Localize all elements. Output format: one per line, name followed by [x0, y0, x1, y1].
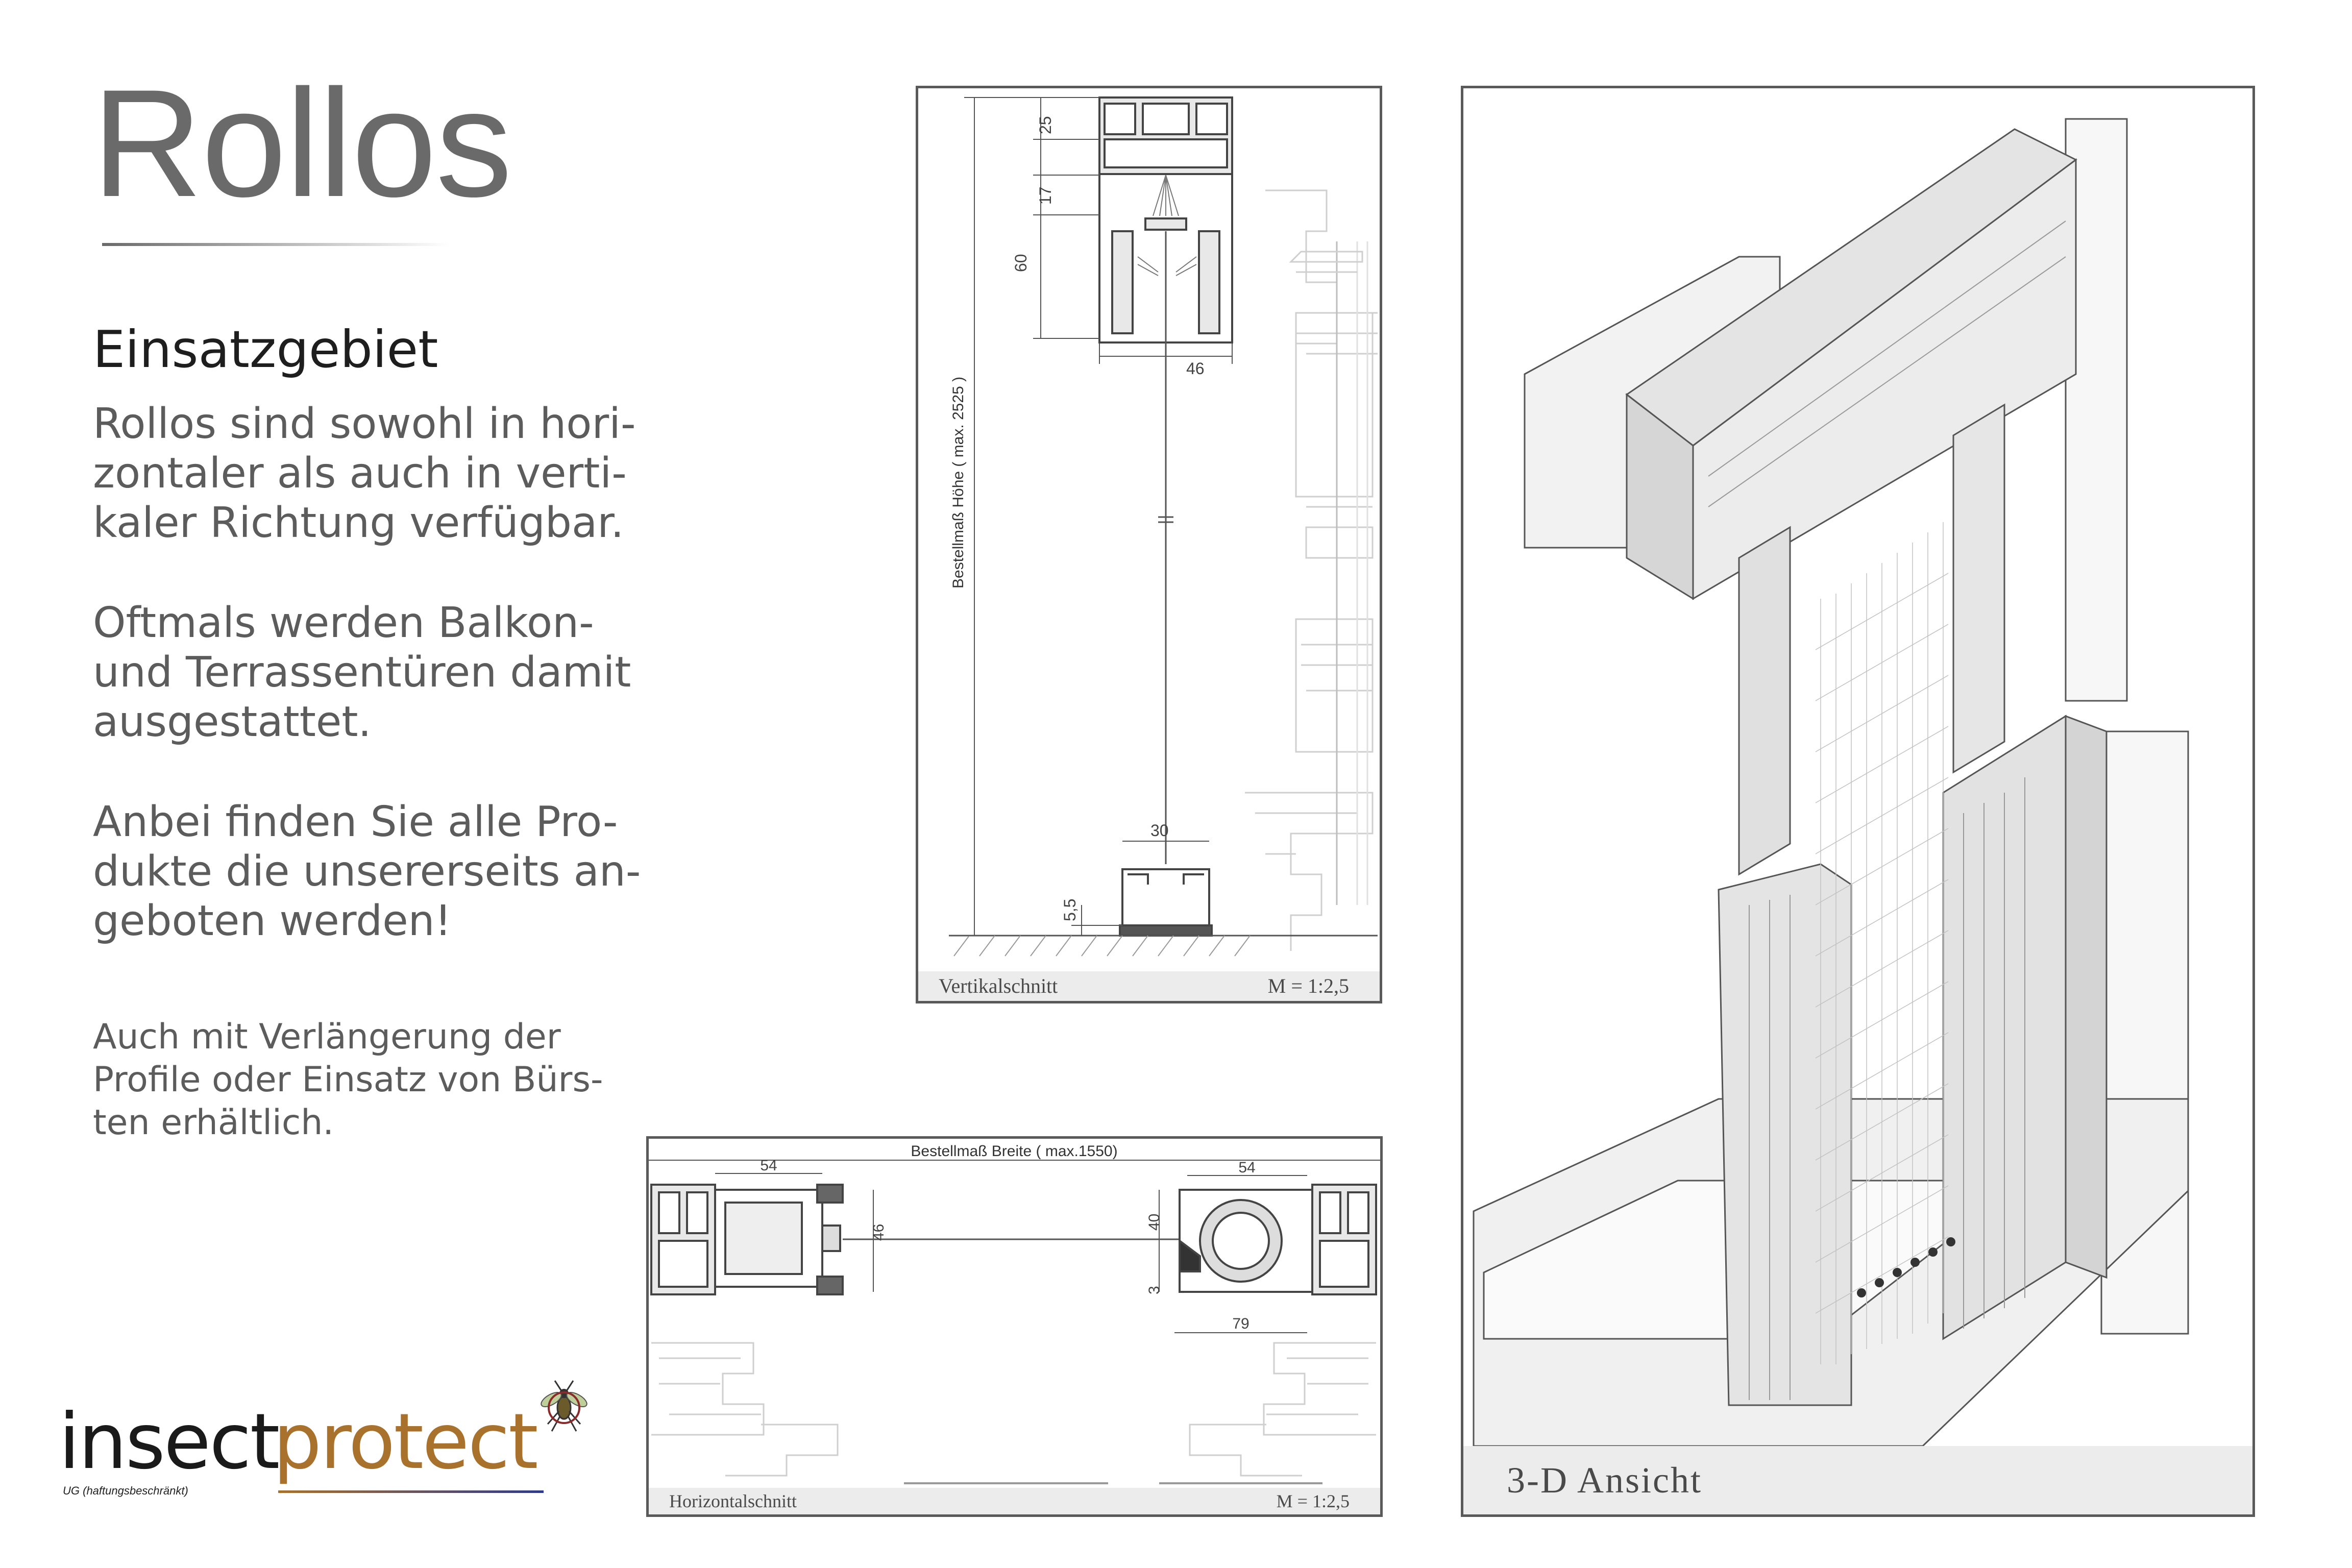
horizontal-section-scale: M = 1:2,5 — [1276, 1491, 1350, 1511]
dim-40: 40 — [1146, 1213, 1163, 1231]
dim-17: 17 — [1036, 186, 1055, 205]
dim-46: 46 — [1186, 359, 1205, 378]
3d-view-drawing — [1463, 88, 2252, 1446]
vertical-section-caption: Vertikalschnitt — [939, 974, 1058, 997]
vertical-section-scale: M = 1:2,5 — [1267, 974, 1349, 997]
dim-30: 30 — [1150, 821, 1169, 840]
dim-54-right: 54 — [1238, 1159, 1256, 1176]
paragraph-availability: Rollos sind sowohl in hori- zontaler als auch in verti- kaler Richtung verfügbar. — [93, 400, 636, 547]
logo-word-protect: protect — [273, 1398, 537, 1486]
dim-79: 79 — [1232, 1315, 1250, 1332]
page-title: Rollos — [92, 57, 511, 229]
paragraph-extensions: Auch mit Verlängerung der Profile oder Einsatz von Bürs- ten erhältlich. — [93, 1017, 603, 1143]
width-dimension-label: Bestellmaß Breite ( max.1550) — [911, 1143, 1118, 1160]
dim-46: 46 — [870, 1223, 887, 1241]
section-heading: Einsatzgebiet — [93, 320, 438, 379]
dim-3: 3 — [1146, 1286, 1163, 1294]
horizontal-section-caption-bar — [649, 1488, 1380, 1514]
horizontal-section-panel — [646, 1136, 1383, 1517]
title-underline — [102, 243, 449, 246]
horizontal-section-caption: Horizontalschnitt — [669, 1491, 797, 1511]
logo-underline — [278, 1490, 544, 1493]
paragraph-usage: Oftmals werden Balkon- und Terrassentüren damit ausgestattet. — [93, 599, 631, 746]
vertical-section-drawing — [918, 88, 1380, 971]
logo-word-insect: insect — [59, 1398, 279, 1486]
3d-view-caption-bar — [1463, 1446, 2252, 1514]
logo-subtitle: UG (haftungsbeschränkt) — [63, 1484, 188, 1497]
3d-view-caption: 3-D Ansicht — [1507, 1460, 1702, 1501]
dim-5-5: 5,5 — [1061, 898, 1079, 921]
height-dimension-label: Bestellmaß Höhe ( max. 2525 ) — [950, 376, 967, 589]
vertical-section-caption-bar — [918, 971, 1380, 1001]
vertical-section-panel — [916, 86, 1382, 1003]
dim-54-left: 54 — [760, 1157, 777, 1174]
paragraph-products: Anbei finden Sie alle Pro- dukte die unsererseits an- geboten werden! — [93, 798, 641, 945]
dim-25: 25 — [1036, 116, 1055, 134]
3d-view-panel — [1461, 86, 2255, 1517]
company-logo — [59, 1388, 600, 1511]
insect-icon — [533, 1378, 595, 1434]
horizontal-section-drawing — [649, 1139, 1380, 1491]
dim-60: 60 — [1012, 254, 1030, 272]
